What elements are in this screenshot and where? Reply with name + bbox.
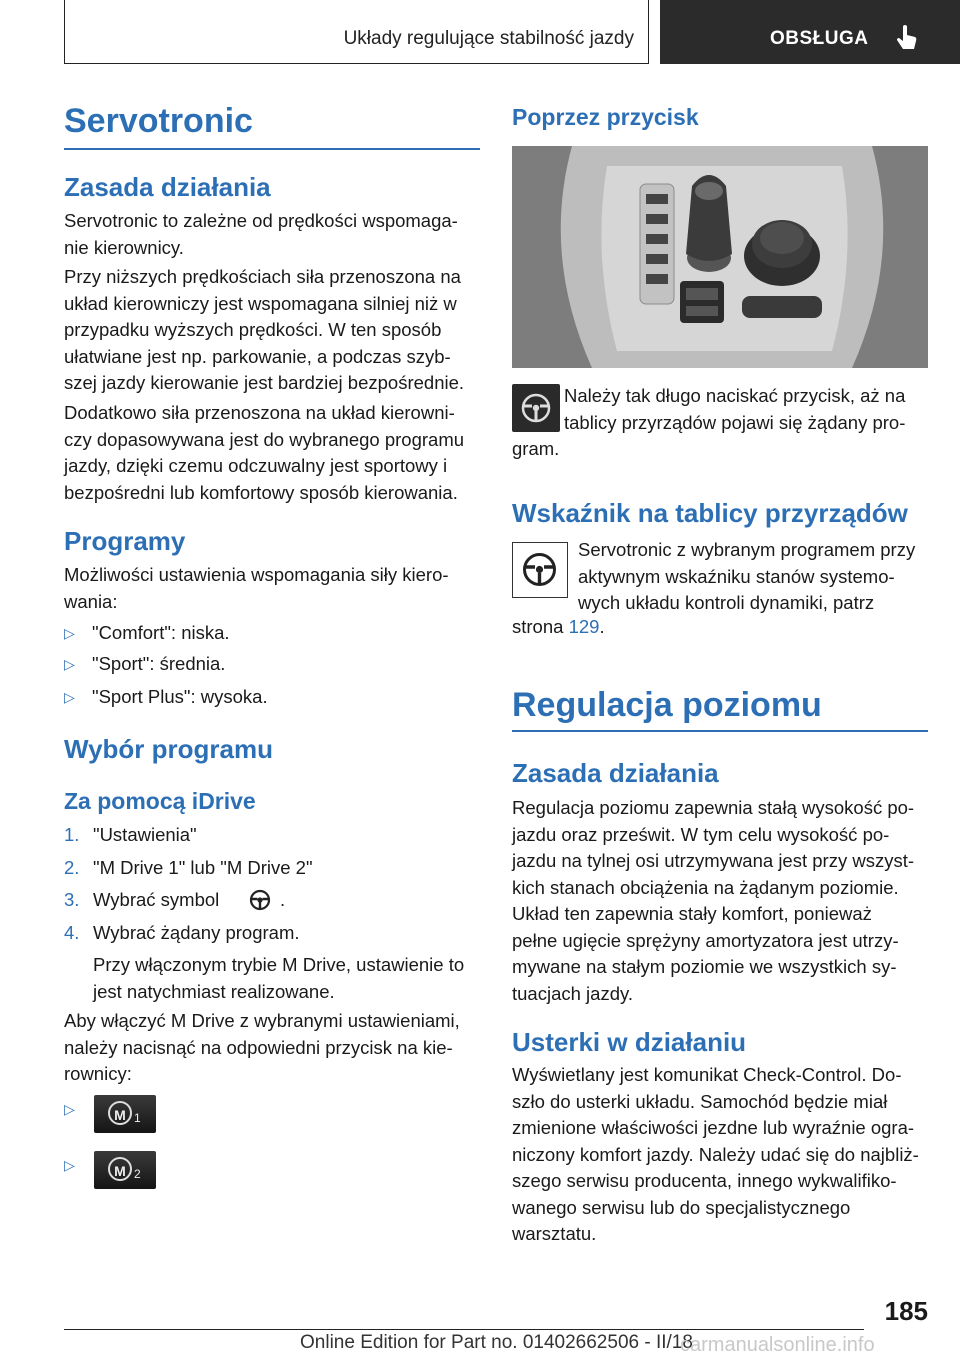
paragraph-programs-intro: Możliwości ustawienia wspomagania siły kiero‐ wania: — [64, 564, 449, 612]
paragraph-principle-3: Dodatkowo siła przenoszona na układ kierowni‐ czy dopasowywana jest do wybranego programu jazdy, dzięki czemu odczuwalny jest sportowy i bezpośredni lub komfortowy sposób kierowania. — [64, 402, 465, 503]
m-drive-2-button: M 2 — [94, 1151, 156, 1189]
page-number: 185 — [884, 1296, 928, 1326]
paragraph-level-2: Układ ten zapewnia stały komfort, ponieważ pełne ugięcie sprężyny amortyzatora jest utrzy‐ mywane na stałym poziomie we wszystkich sy‐ tuacjach jazdy. — [512, 903, 899, 1004]
heading-selection: Wybór programu — [64, 734, 273, 764]
paragraph-mdrive-note: Przy włączonym trybie M Drive, ustawienie to jest natychmiast realizowane. — [93, 954, 465, 1002]
paragraph-faults: Wyświetlany jest komunikat Check-Control. Do‐ szło do usterki układu. Samochód będzie miał zmienione właściwości jezdne lub wyraźnie ogra‐ niczony komfort jazdy. Należy udać się do najbliż‐ szego serwisu producenta, innego wykwalifiko‐ wanego serwisu lub do specjalistycznego warsztatu. — [512, 1064, 919, 1244]
triangle-bullet-icon: ▷ — [64, 689, 75, 705]
heading-indicator: Wskaźnik na tablicy przyrządów — [512, 498, 908, 528]
paragraph-principle-1: Servotronic to zależne od prędkości wspomaga‐ nie kierownicy. — [64, 210, 458, 258]
m-drive-1-button: M 1 — [94, 1095, 156, 1133]
paragraph-button-2: gram. — [512, 438, 560, 459]
center-console-photo — [512, 146, 928, 368]
watermark: carmanualsonline.info — [680, 1334, 875, 1356]
heading-programs: Programy — [64, 526, 186, 556]
hand-pointer-icon — [896, 24, 918, 52]
paragraph-indicator-end: strona 129. — [512, 616, 605, 637]
triangle-bullet-icon: ▷ — [64, 1157, 75, 1173]
edition-note: Online Edition for Part no. 01402662506 - II/18 — [300, 1332, 693, 1353]
subheading-idrive: Za pomocą iDrive — [64, 788, 256, 814]
paragraph-button-1: Należy tak długo naciskać przycisk, aż na tablicy przyrządów pojawi się żądany pro‐ — [564, 385, 906, 433]
page-link[interactable]: 129 — [568, 616, 600, 637]
paragraph-mdrive-buttons: Aby włączyć M Drive z wybranymi ustawieniami, należy nacisnąć na odpowiedni przycisk na kie‐ rownicy: — [64, 1010, 460, 1084]
steering-wheel-icon — [249, 889, 271, 911]
paragraph-principle-2: Przy niższych prędkościach siła przenoszona na układ kierowniczy jest wspomagana silniej niż w przypadku wyższych prędkości. W ten sposób ułatwiane jest np. parkowanie, a podczas szyb‐ szej jazdy kierowanie jest bardziej bezpośrednie. — [64, 266, 465, 393]
section-title: Układy regulujące stabilność jazdy — [343, 28, 634, 49]
heading-level-principle: Zasada działania — [512, 758, 719, 788]
triangle-bullet-icon: ▷ — [64, 656, 75, 672]
chapter-tab — [660, 0, 960, 64]
triangle-bullet-icon: ▷ — [64, 625, 75, 641]
heading-by-button: Poprzez przycisk — [512, 104, 699, 130]
heading-rule — [512, 730, 928, 732]
heading-principle: Zasada działania — [64, 172, 271, 202]
heading-level-control: Regulacja poziomu — [512, 686, 822, 724]
servotronic-button-icon — [512, 384, 560, 432]
paragraph-level-1: Regulacja poziomu zapewnia stałą wysokość po‐ jazdu oraz prześwit. W tym celu wysokość po‐ jazdu na tylnej osi utrzymywana jest przy wszyst‐ kich stanach obciążenia na żądanym poziomie. — [512, 797, 915, 898]
chapter-label: OBSŁUGA — [770, 28, 869, 49]
heading-faults: Usterki w działaniu — [512, 1027, 747, 1057]
triangle-bullet-icon: ▷ — [64, 1101, 75, 1117]
footer-rule — [64, 1329, 864, 1330]
paragraph-indicator: Servotronic z wybranym programem przy aktywnym wskaźniku stanów systemo‐ wych układu kontroli dynamiki, patrz — [578, 539, 916, 613]
heading-servotronic: Servotronic — [64, 102, 253, 140]
steering-indicator-icon — [512, 542, 568, 598]
heading-rule — [64, 148, 480, 150]
